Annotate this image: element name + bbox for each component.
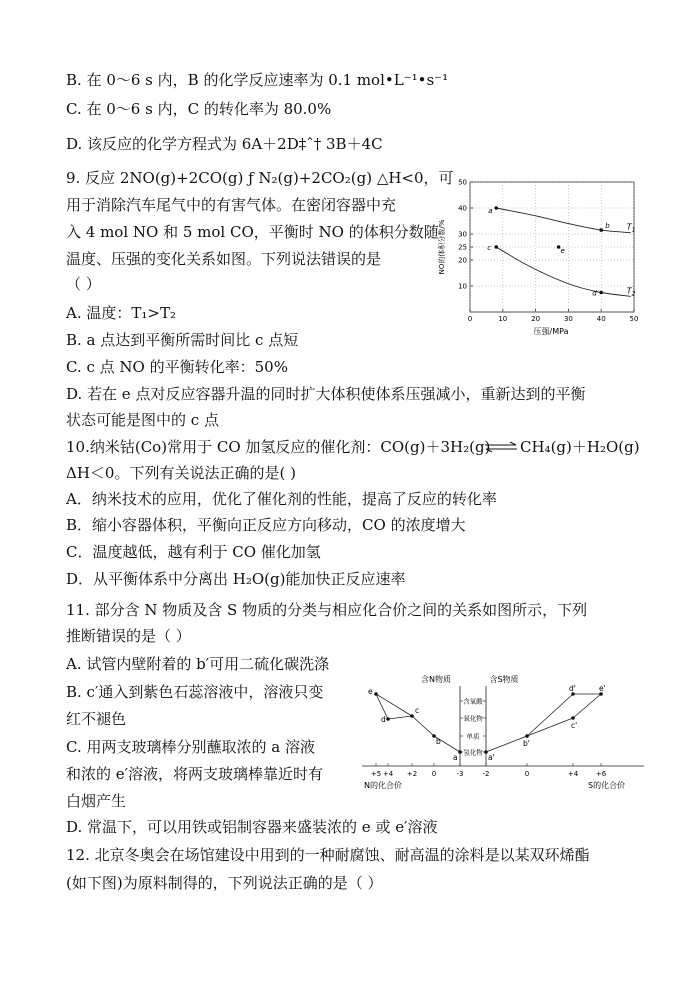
point-label-b: b	[605, 222, 610, 231]
diagram-point-bprime	[525, 734, 529, 738]
diagram-point-label: b	[436, 737, 441, 746]
y-tick-label: 25	[458, 243, 467, 252]
s-substance-title: 含S物质	[489, 675, 519, 684]
point-label-e: e	[560, 247, 565, 255]
x-tick-label: 20	[531, 315, 541, 323]
point-label-c: c	[487, 244, 492, 252]
q9-stem-4: 温度、压强的变化关系如图。下列说法错误的是	[66, 250, 382, 268]
category-label: 氢化物	[463, 748, 483, 757]
q12-stem-2: (如下图)为原料制得的，下列说法正确的是（ ）	[66, 874, 383, 892]
x-tick-label: 50	[629, 315, 639, 323]
diagram-axes	[362, 686, 644, 766]
point-label-d: d	[592, 289, 597, 298]
series-label-subscript: 2	[631, 290, 636, 298]
q9-option-d-1: D. 若在 e 点对反应容器升温的同时扩大体积使体系压强减小，重新达到的平衡	[66, 385, 586, 403]
point-a	[494, 206, 498, 210]
diagram-point-c	[410, 714, 414, 718]
diagram-point-label: e'	[599, 684, 606, 693]
x-tick-label: 30	[563, 315, 573, 323]
diagram-point-d	[386, 717, 390, 721]
q11-stem-1: 11. 部分含 N 物质及含 S 物质的分类与相应化合价之间的关系如图所示，下列	[66, 601, 588, 619]
q11-option-d: D. 常温下，可以用铁或铝制容器来盛装浓的 e 或 e′溶液	[66, 818, 438, 836]
q11-option-c-1: C. 用两支玻璃棒分别蘸取浓的 a 溶液	[66, 738, 315, 756]
q10-option-b: B．缩小容器体积，平衡向正反应方向移动，CO 的浓度增大	[66, 516, 466, 534]
n-valence-tick-label: -3	[456, 770, 464, 778]
diagram-point-label: c'	[571, 721, 578, 730]
q11-option-a: A. 试管内壁附着的 b′可用二硫化碳洗涤	[66, 655, 330, 673]
x-tick-label: 0	[467, 315, 473, 323]
x-tick-label: 40	[596, 315, 606, 323]
q8-option-b: B. 在 0～6 s 内，B 的化学反应速率为 0.1 mol•L⁻¹•s⁻¹	[66, 71, 449, 89]
category-label: 单质	[466, 732, 480, 741]
category-label: 氧化物	[463, 714, 483, 723]
q9-option-d-2: 状态可能是图中的 c 点	[66, 411, 219, 429]
q10-stem-1a: 10.纳米钴(Co)常用于 CO 加氢反应的催化剂：CO(g)＋3H₂(g)	[66, 438, 491, 456]
q11-option-b-1: B. c′通入到紫色石蕊溶液中，溶液只变	[66, 683, 324, 701]
relation-line	[527, 694, 573, 736]
reversible-arrow-icon	[483, 441, 519, 453]
q9-option-b: B. a 点达到平衡所需时间比 c 点短	[66, 331, 299, 349]
s-valence-tick-label: -2	[482, 770, 490, 778]
s-valence-tick-label: 0	[524, 770, 530, 778]
n-valence-tick-label: +5	[370, 770, 382, 778]
q10-option-c: C．温度越低，越有利于 CO 催化加氢	[66, 543, 321, 561]
n-substance-title: 含N物质	[421, 675, 451, 684]
x-tick-label: 10	[498, 315, 508, 323]
n-valence-tick-label: +4	[382, 770, 394, 778]
q9-option-c: C. c 点 NO 的平衡转化率：50%	[66, 358, 288, 376]
y-axis-label-text: NO的体积分数/%	[438, 219, 446, 275]
y-axis-label	[437, 219, 446, 274]
y-tick-label: 20	[458, 256, 467, 265]
diagram-point-label: a'	[488, 753, 495, 762]
q9-stem-3: 入 4 mol NO 和 5 mol CO，平衡时 NO 的体积分数随	[66, 223, 439, 241]
q9-option-a: A. 温度：T₁>T₂	[66, 304, 176, 322]
y-tick-label: 50	[458, 178, 467, 187]
q11-option-c-2: 和浓的 e′溶液，将两支玻璃棒靠近时有	[66, 765, 324, 783]
q11-stem-2: 推断错误的是（ ）	[66, 627, 191, 645]
q10-stem-2: ΔH＜0。下列有关说法正确的是( )	[66, 464, 296, 482]
relation-line	[486, 736, 527, 752]
diagram-point-label: d	[381, 715, 386, 724]
no-fraction-chart	[432, 174, 644, 340]
diagram-point-label: a	[453, 753, 458, 762]
s-valence-tick-label: +6	[595, 770, 607, 778]
q12-stem-1: 12. 北京冬奥会在场馆建设中用到的一种耐腐蚀、耐高温的涂料是以某双环烯酯	[66, 846, 590, 864]
series-line-t1	[496, 208, 630, 233]
point-c	[494, 245, 498, 249]
n-valence-tick-label: 0	[431, 770, 437, 778]
diagram-point-e	[374, 692, 378, 696]
diagram-point-cprime	[571, 716, 575, 720]
series-label-t1: $T_1$	[626, 222, 636, 234]
q11-option-c-3: 白烟产生	[66, 792, 127, 810]
point-label-a: a	[488, 207, 493, 215]
diagram-point-label: b'	[523, 739, 530, 748]
series-label-subscript: 1	[631, 226, 636, 234]
q10-option-a: A．纳米技术的应用，优化了催化剂的性能，提高了反应的转化率	[66, 490, 497, 508]
q10-stem-1b: CH₄(g)＋H₂O(g)	[520, 438, 640, 456]
series-label-t2: $T_2$	[626, 286, 636, 298]
q11-option-b-2: 红不褪色	[66, 710, 127, 728]
valence-classification-diagram	[362, 672, 644, 794]
relation-line	[412, 716, 434, 736]
diagram-point-label: c	[415, 706, 420, 715]
chart-axes	[458, 179, 638, 324]
q8-option-c: C. 在 0～6 s 内，C 的转化率为 80.0%	[66, 100, 332, 118]
diagram-point-a	[458, 750, 462, 754]
n-valence-tick-label: +2	[406, 770, 418, 778]
point-d	[599, 291, 603, 295]
q9-stem-1: 9. 反应 2NO(g)+2CO(g) ƒ N₂(g)+2CO₂(g) △H<0，可	[66, 169, 454, 187]
category-label: 含氧酸	[463, 697, 483, 706]
q9-answer-blank: （ ）	[66, 275, 101, 293]
relation-line	[388, 716, 412, 719]
y-tick-label: 40	[458, 204, 467, 213]
point-b	[599, 228, 603, 232]
y-tick-label: 30	[458, 230, 467, 239]
relation-line	[573, 694, 601, 718]
s-valence-tick-label: +4	[567, 770, 579, 778]
y-tick-label: 10	[458, 282, 467, 291]
q10-option-d: D．从平衡体系中分离出 H₂O(g)能加快正反应速率	[66, 570, 406, 588]
diagram-point-label: e	[368, 687, 373, 696]
s-valence-axis-label: S的化合价	[588, 781, 626, 790]
diagram-point-label: d'	[569, 684, 576, 693]
q8-option-d: D. 该反应的化学方程式为 6A＋2D‡ˆ† 3B＋4C	[66, 135, 383, 153]
x-axis-label: 压强/MPa	[533, 327, 569, 336]
q9-stem-2: 用于消除汽车尾气中的有害气体。在密闭容器中充	[66, 196, 397, 214]
relation-line	[527, 718, 573, 736]
n-valence-axis-label: N的化合价	[364, 781, 402, 790]
